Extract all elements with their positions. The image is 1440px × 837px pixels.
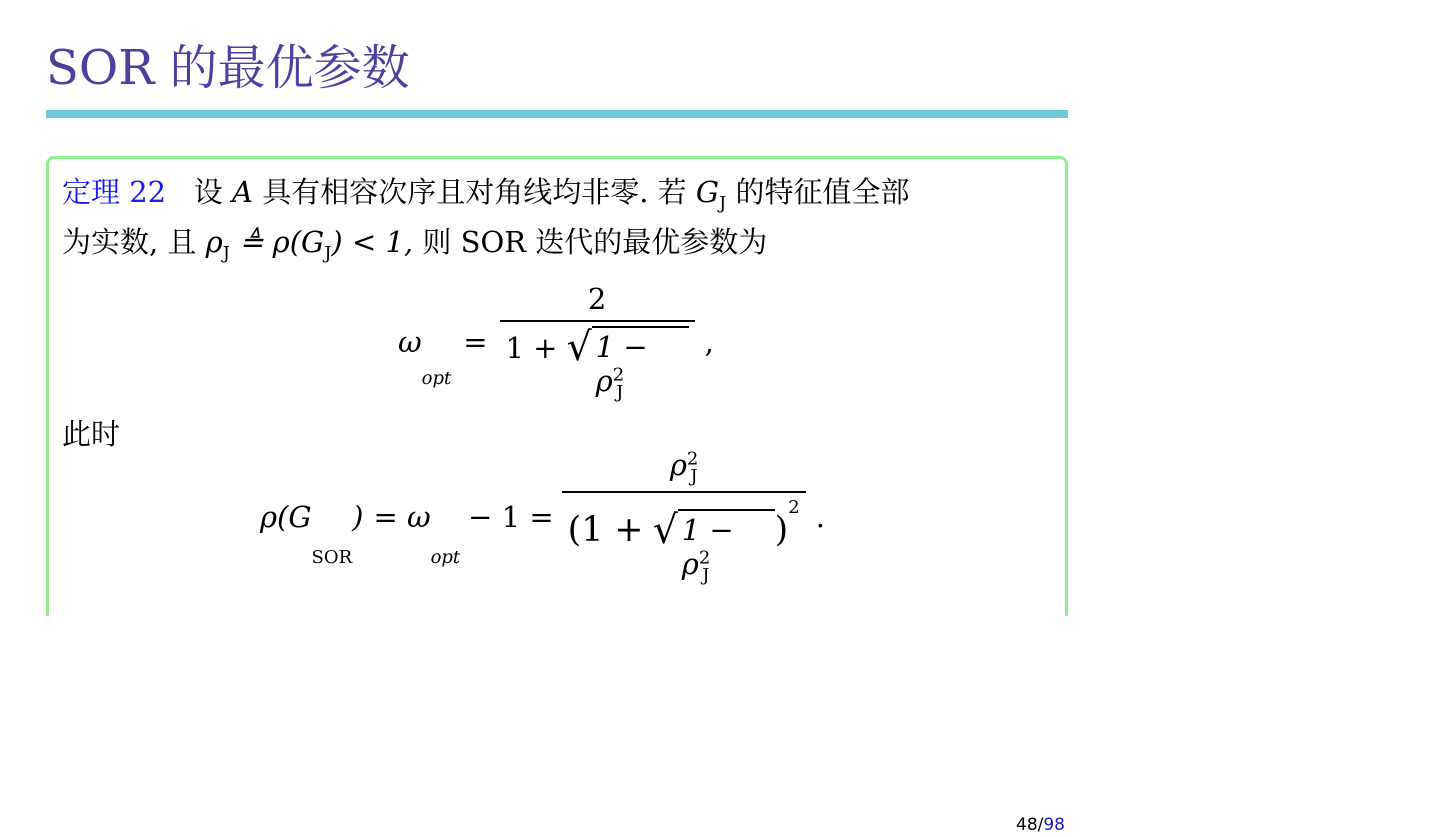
fraction <box>500 282 695 403</box>
page-total-link[interactable]: 98 <box>1043 815 1065 835</box>
equals-sign: = <box>463 325 488 360</box>
subscript-J: J <box>690 465 698 487</box>
theorem-text: 的特征值全部 <box>735 175 910 209</box>
theorem-text: 为实数, 且 <box>62 225 197 259</box>
matrix-A: A <box>232 175 253 209</box>
numerator: 2 <box>587 282 607 316</box>
rho-symbol: ρ <box>669 448 687 482</box>
denominator-close: ) <box>774 509 789 550</box>
radicand <box>592 326 689 403</box>
theorem-text: 则 SOR 迭代的最优参数为 <box>422 225 768 259</box>
fraction <box>562 448 806 586</box>
formula-rho-gsor <box>260 448 825 586</box>
minus-one-equals: − 1 = <box>468 499 554 534</box>
square-root <box>567 326 689 403</box>
rho-symbol: ρ <box>205 225 223 259</box>
formula-comma: , <box>704 325 714 360</box>
formula-omega-opt <box>398 282 714 403</box>
denominator <box>500 322 695 403</box>
subscript-J: J <box>702 564 710 586</box>
theorem-line-1 <box>62 170 909 226</box>
matrix-G: G <box>695 175 720 209</box>
superscript-2: 2 <box>698 547 711 569</box>
radicand <box>678 509 775 586</box>
subscript-SOR: SOR <box>311 546 353 568</box>
radicand-text: 1 − ρ <box>681 512 734 581</box>
omega-symbol: ω <box>398 325 422 360</box>
radical-icon: √ <box>566 325 592 370</box>
subscript-J: J <box>719 192 727 214</box>
formula-period: . <box>815 499 825 534</box>
superscript-2: 2 <box>788 496 800 518</box>
subscript-opt: opt <box>430 546 461 568</box>
spectral-radius: ≜ ρ(G <box>239 225 325 259</box>
rho-g: ρ(G <box>260 499 312 534</box>
square-root <box>653 509 775 586</box>
then-text: 此时 <box>62 417 121 451</box>
inequality: ) < 1, <box>331 225 414 259</box>
theorem-text: 设 <box>193 175 223 209</box>
close-paren: ) <box>352 499 364 534</box>
theorem-line-2 <box>62 220 767 276</box>
denominator-open: (1 + <box>567 509 644 550</box>
title-underline <box>46 110 1068 118</box>
page-current: 48/ <box>1016 815 1044 835</box>
denominator <box>562 493 806 586</box>
theorem-text: 具有相容次序且对角线均非零. 若 <box>262 175 687 209</box>
superscript-2: 2 <box>612 364 625 386</box>
theorem-label: 定理 22 <box>62 175 167 209</box>
radical-icon: √ <box>652 507 678 553</box>
subscript-opt: opt <box>421 367 452 389</box>
subscript-J: J <box>324 242 332 264</box>
subscript-J: J <box>222 242 230 264</box>
subscript-J: J <box>616 381 624 403</box>
denominator-prefix: 1 + <box>505 331 558 365</box>
radicand-text: 1 − ρ <box>595 330 648 398</box>
page-number <box>1016 815 1065 835</box>
numerator <box>664 448 704 491</box>
slide-title: SOR 的最优参数 <box>46 40 410 96</box>
superscript-2: 2 <box>686 448 699 470</box>
equals-omega: = ω <box>373 499 431 534</box>
